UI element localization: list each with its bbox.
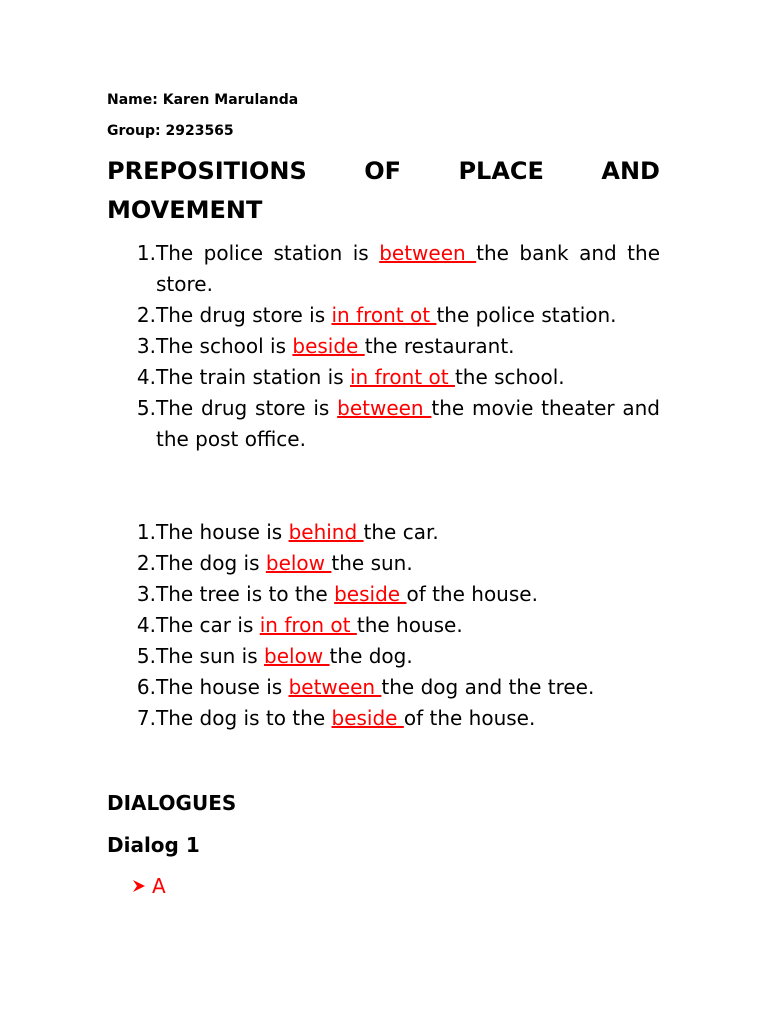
item-number: 1. bbox=[136, 520, 156, 544]
item-text: The school is beside the restaurant. bbox=[156, 334, 515, 358]
answer-text: beside bbox=[331, 706, 404, 730]
item-number: 5. bbox=[136, 644, 156, 668]
answer-text: in fron ot bbox=[259, 613, 357, 637]
list-item bbox=[107, 579, 660, 610]
bullet-text: A bbox=[152, 874, 166, 898]
item-number: 2. bbox=[136, 303, 156, 327]
answer-text: below bbox=[264, 644, 330, 668]
answer-text: between bbox=[288, 675, 382, 699]
list-item bbox=[107, 331, 660, 362]
exercise-list-1 bbox=[107, 238, 660, 455]
item-number: 4. bbox=[136, 365, 156, 389]
item-text: The drug store is in front ot the police station. bbox=[156, 303, 617, 327]
answer-text: between bbox=[379, 241, 477, 265]
title-line-1 bbox=[107, 152, 660, 191]
item-number: 3. bbox=[136, 334, 156, 358]
list-item bbox=[107, 393, 660, 455]
list-item bbox=[107, 672, 660, 703]
dialogues-heading: DIALOGUES bbox=[107, 791, 237, 815]
item-number: 3. bbox=[136, 582, 156, 606]
student-group: Group: 2923565 bbox=[107, 123, 234, 139]
item-text: The house is between the dog and the tree. bbox=[156, 675, 595, 699]
answer-text: between bbox=[337, 396, 432, 420]
item-text: The train station is in front ot the school. bbox=[156, 365, 565, 389]
title-line-2: MOVEMENT bbox=[107, 196, 263, 224]
list-item bbox=[107, 300, 660, 331]
item-number: 1. bbox=[136, 241, 156, 265]
list-item bbox=[107, 641, 660, 672]
list-item bbox=[107, 548, 660, 579]
answer-text: beside bbox=[334, 582, 407, 606]
item-text: The sun is below the dog. bbox=[156, 644, 413, 668]
answer-text: in front ot bbox=[331, 303, 437, 327]
student-name: Name: Karen Marulanda bbox=[107, 92, 299, 108]
title-word: PLACE bbox=[458, 157, 544, 185]
exercise-list-2 bbox=[107, 517, 660, 734]
item-text: The police station is between the bank and the store. bbox=[156, 241, 660, 296]
title-word: PREPOSITIONS bbox=[107, 157, 307, 185]
dialog-1-heading: Dialog 1 bbox=[107, 833, 200, 857]
item-text: The dog is to the beside of the house. bbox=[156, 706, 536, 730]
title-word: AND bbox=[601, 157, 660, 185]
arrow-bullet-icon bbox=[131, 878, 147, 894]
list-item bbox=[107, 703, 660, 734]
list-item bbox=[107, 517, 660, 548]
item-number: 5. bbox=[136, 396, 156, 420]
title-word: OF bbox=[364, 157, 401, 185]
answer-text: in front ot bbox=[349, 365, 455, 389]
item-number: 2. bbox=[136, 551, 156, 575]
item-text: The dog is below the sun. bbox=[156, 551, 413, 575]
answer-text: below bbox=[265, 551, 332, 575]
page-title bbox=[107, 152, 660, 230]
list-item bbox=[107, 238, 660, 300]
item-text: The car is in fron ot the house. bbox=[156, 613, 463, 637]
item-text: The tree is to the beside of the house. bbox=[156, 582, 538, 606]
answer-text: behind bbox=[288, 520, 364, 544]
item-text: The house is behind the car. bbox=[156, 520, 439, 544]
item-text: The drug store is between the movie theater and the post office. bbox=[156, 396, 661, 451]
answer-text: beside bbox=[292, 334, 365, 358]
list-item bbox=[107, 610, 660, 641]
item-number: 7. bbox=[136, 706, 156, 730]
list-item bbox=[107, 362, 660, 393]
item-number: 4. bbox=[136, 613, 156, 637]
dialog-bullet bbox=[131, 872, 166, 900]
item-number: 6. bbox=[136, 675, 156, 699]
